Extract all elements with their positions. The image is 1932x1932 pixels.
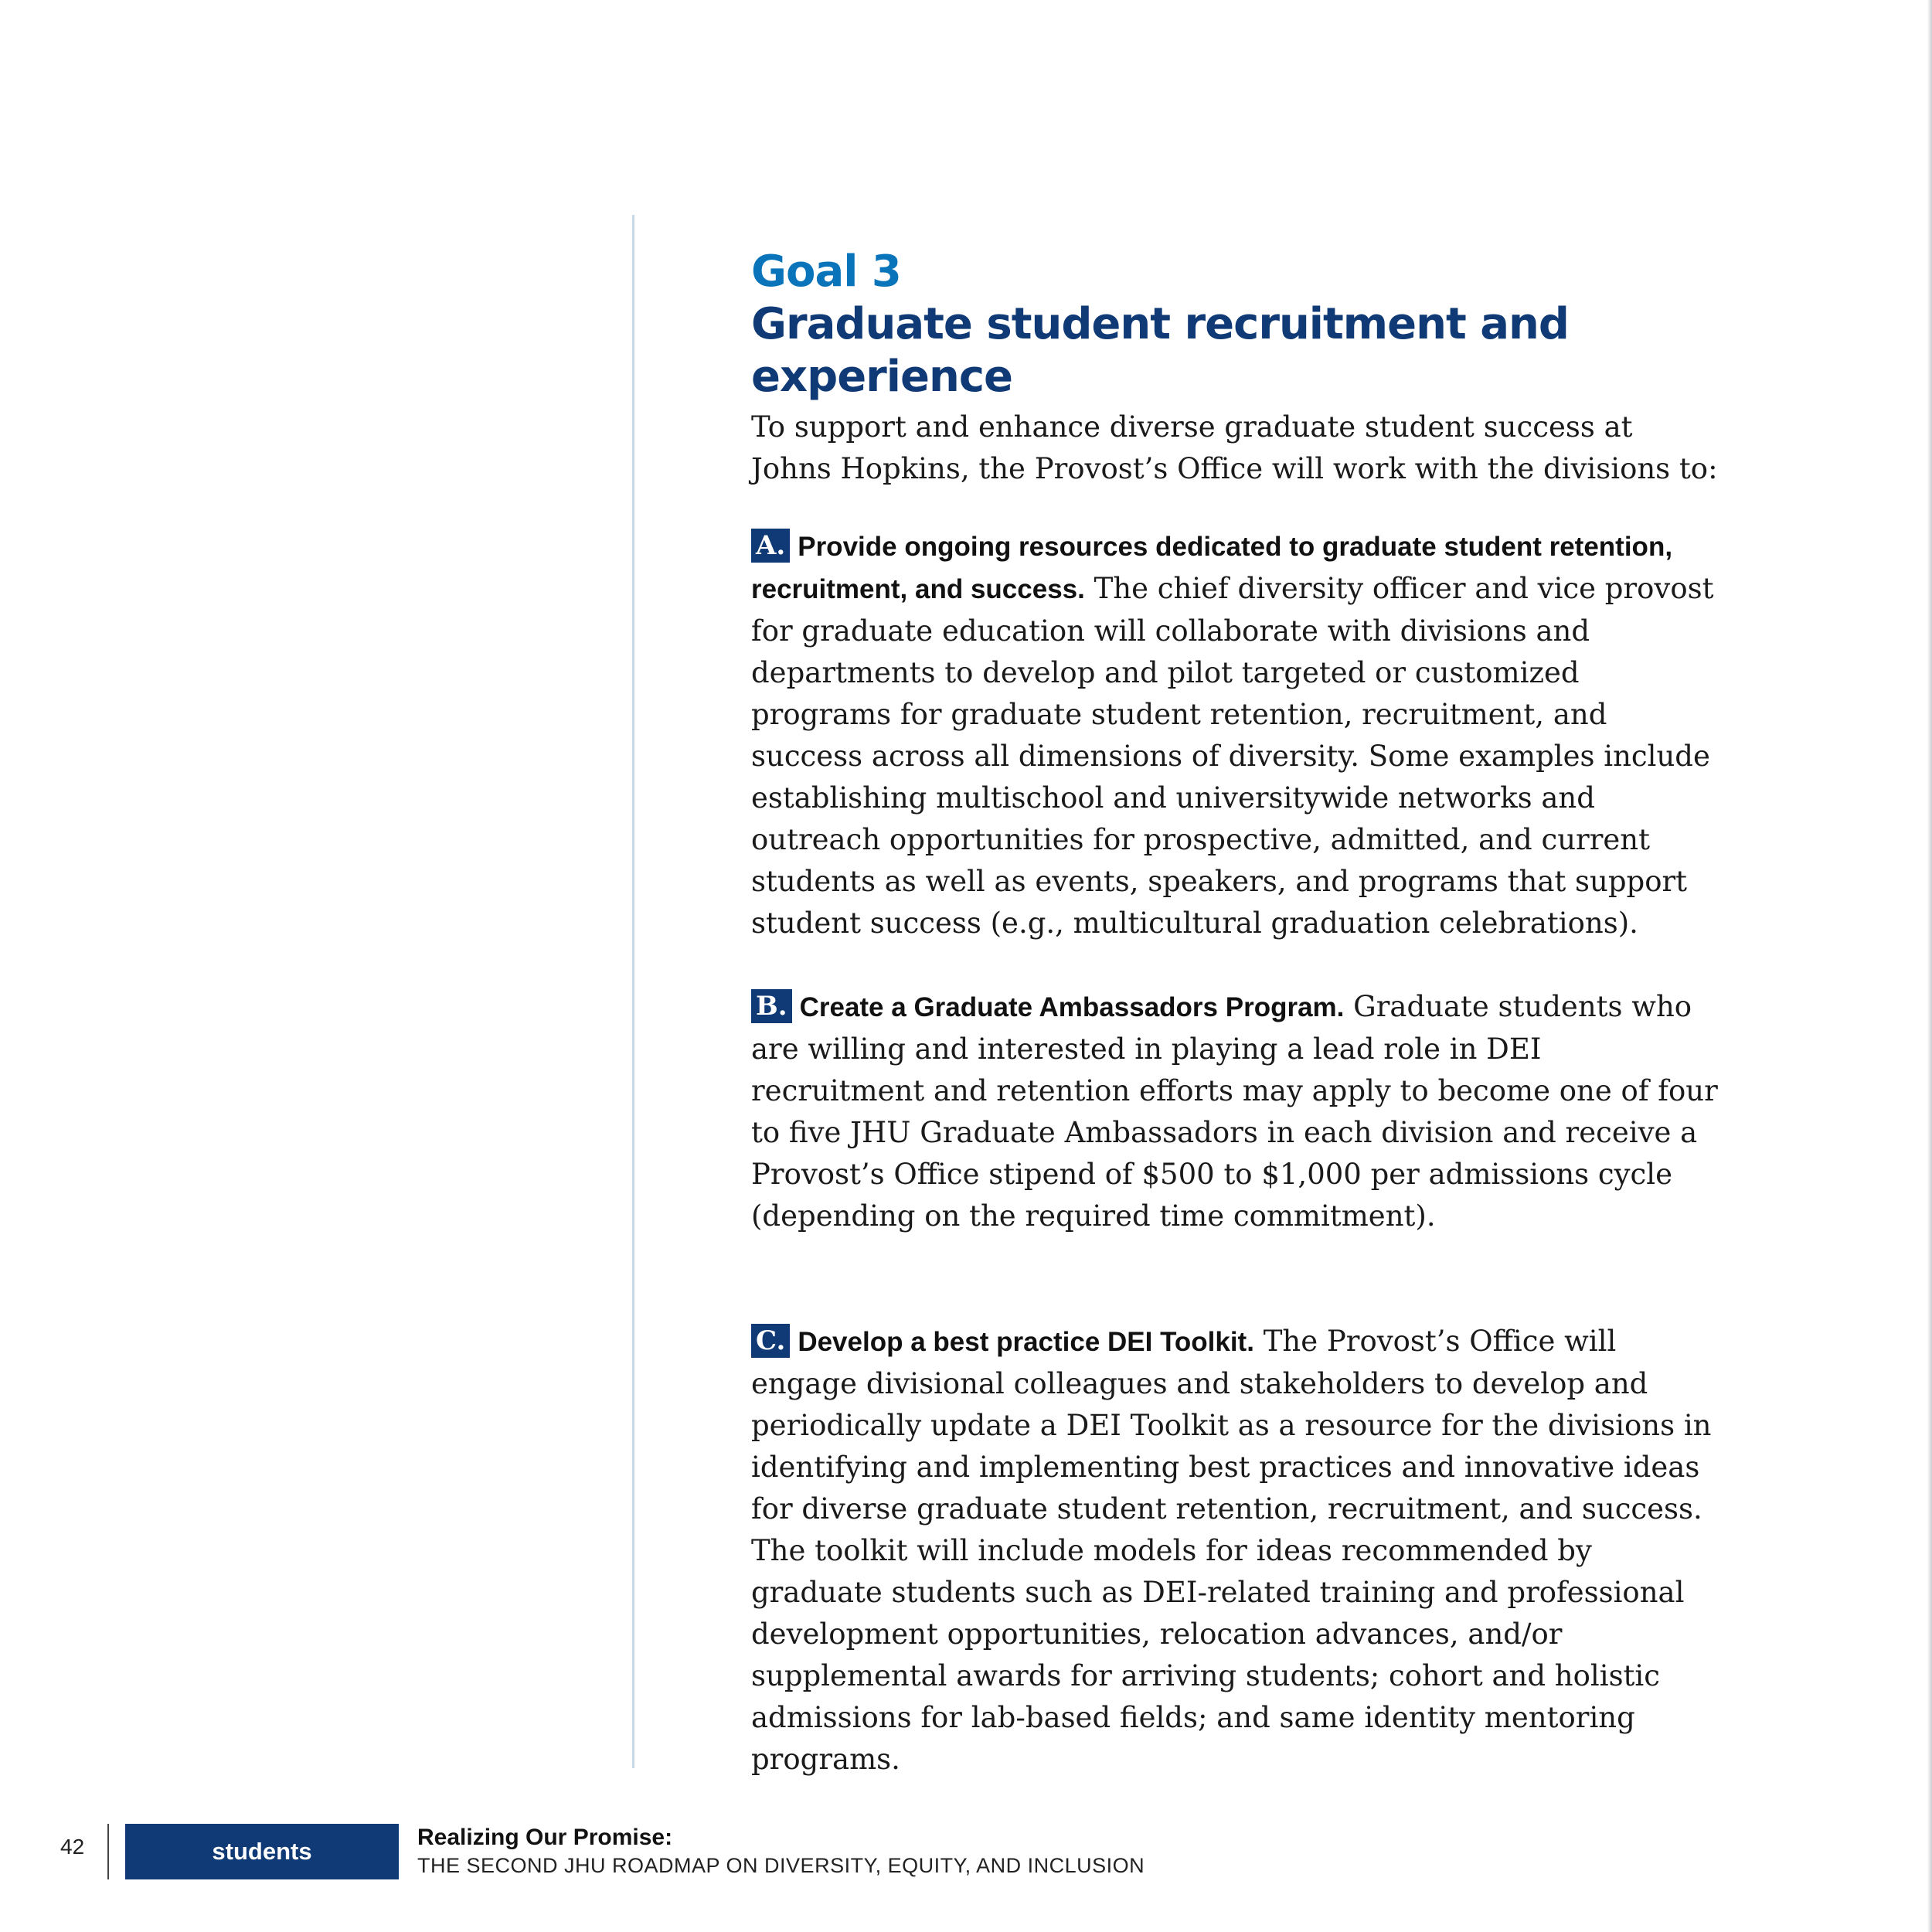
page-edge-shadow [1927,0,1932,1932]
item-body: The Provost’s Office will engage divisional colleagues and stakeholders to develop and periodically update a DEI Toolkit as a resource for the divisions in identifying and implementing best practices and innovative ideas for diverse graduate student retention, recruitment, and success. The toolkit will include models for ideas recommended by graduate students such as DEI-related training and professional development opportunities, relocation advances, and/or supplemental awards for arriving students; cohort and holistic admissions for lab-based fields; and same identity mentoring programs. [751,1325,1712,1776]
page-number: 42 [60,1835,85,1859]
section-tab: students [125,1824,399,1879]
action-item-c [751,1321,1719,1781]
item-body: Graduate students who are willing and interested in playing a lead role in DEI recruitment and retention efforts may apply to become one of four to five JHU Graduate Ambassadors in each division and receive a Provost’s Office stipend of $500 to $1,000 per admissions cycle (depending on the required time commitment). [751,990,1718,1233]
item-lead: Provide ongoing resources dedicated to graduate student retention, recruitment, and success. [751,532,1673,604]
item-letter-badge: A. [751,529,790,563]
main-content [751,246,1719,1781]
item-letter-badge: B. [751,989,792,1023]
goal-title: Graduate student recruitment and experience [751,299,1569,402]
item-lead: Develop a best practice DEI Toolkit. [798,1327,1254,1357]
item-lead: Create a Graduate Ambassadors Program. [799,992,1345,1022]
document-title: Realizing Our Promise: [417,1825,673,1850]
goal-intro: To support and enhance diverse graduate student success at Johns Hopkins, the Provost’s Office will work with the divisions to: [751,410,1718,485]
goal-label: Goal 3 [751,247,901,297]
item-letter-badge: C. [751,1324,790,1358]
item-body: The chief diversity officer and vice provost for graduate education will collaborate with divisions and departments to develop and pilot targeted or customized programs for graduate student retention, recruitment, and success across all dimensions of diversity. Some examples include establishing multischool and universitywide networks and outreach opportunities for prospective, admitted, and current students as well as events, speakers, and programs that support student success (e.g., multicultural graduation celebrations). [751,572,1714,940]
page-footer [0,1821,1932,1883]
document-subtitle: THE SECOND JHU ROADMAP ON DIVERSITY, EQUITY, AND INCLUSION [417,1854,1145,1877]
footer-divider [107,1824,109,1879]
column-divider [632,215,634,1768]
action-item-a [751,526,1719,944]
action-item-b [751,986,1719,1237]
